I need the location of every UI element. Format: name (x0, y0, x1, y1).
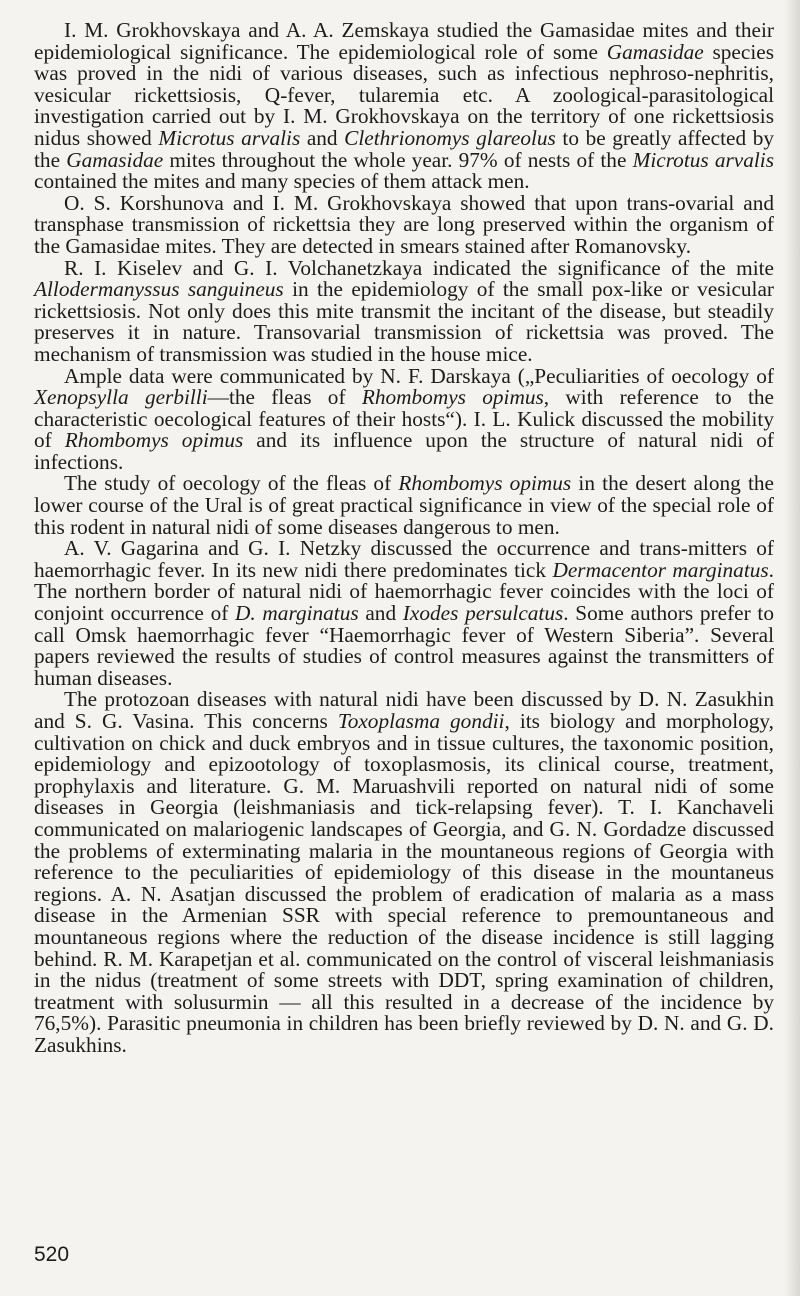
italic-text: Microtus arvalis (632, 147, 775, 172)
text-run: , its biology and morphology, cultivation on chick and duck embryos and in tissue cultures, the taxonomic position, epidemiology and epizootology of toxoplasmosis, its clinical course, treatment, prophylaxis and literature. G. M. Maruashvili reported on natural nidi of some diseases in Georgia (leishmaniasis and tick-relapsing fever). T. I. Kanchaveli communicated on malariogenic landscapes of Georgia, and G. N. Gordadze discussed the problems of exterminating malaria in the mountaneous regions of Georgia with reference to the peculiarities of epidemiology of this disease in the mountaneus regions. A. N. Asatjan discussed the problem of eradication of malaria as a mass disease in the Armenian SSR with special reference to premountaneous and mountaneous regions where the reduction of the disease incidence is still lagging behind. R. M. Karapetjan et al. communicated on the control of visceral leishmaniasis in the nidus (treatment of some streets with DDT, spring examination of children, treatment with solusurmin — all this resulted in a decrease of the incidence by 76,5%). Parasitic pneumonia in children has been briefly reviewed by D. N. and G. D. Zasukhins. (34, 709, 775, 1057)
text-run: species was proved in the nidi of various diseases, such as infectious nephroso-nephritis, vesicular rickettsiosis, Q-fever, tularemia etc. A zoological-parasitological investigation carried out by I. M. Grokhovskaya on the territory of one rickettsiosis nidus showed (34, 39, 774, 150)
text-run: A. V. Gagarina and G. I. Netzky discussed the occurrence and trans-mitters of haemorrhagic fever. In its new nidi there predominates tick (34, 536, 774, 582)
paragraph (34, 363, 774, 474)
italic-text: Xenopsylla gerbilli (34, 385, 208, 410)
text-run: —the fleas of (207, 385, 362, 410)
italic-text: Toxoplasma gondii (337, 709, 505, 733)
text-run: to be greatly affected by the (34, 125, 775, 172)
italic-text: Gamasidae (606, 39, 704, 64)
text-run: I. M. Grokhovskaya and A. A. Zemskaya studied the Gamasidae mites and their epidemiological significance. The epidemiological role of some (34, 18, 774, 64)
text-run: O. S. Korshunova and I. M. Grokhovskaya showed that upon trans-ovarial and transphase transmission of rickettsia they are long preserved within the organism of the Gamasidae mites. They are detected in smears stained after Romanovsky. (34, 190, 774, 258)
italic-text: Allodermanyssus sanguineus (34, 277, 284, 302)
page-number: 520 (34, 1243, 70, 1266)
text-run: . The northern border of natural nidi of haemorrhagic fever coincides with the loci of conjoint occurrence of (34, 557, 774, 626)
italic-text: Rhombomys opimus (361, 385, 544, 410)
italic-text: Gamasidae (66, 147, 164, 172)
body-text (34, 20, 774, 1057)
italic-text: Microtus arvalis (158, 125, 301, 150)
text-run: and its influence upon the structure of natural nidi of infections. (34, 428, 774, 474)
text-run: and (358, 601, 403, 626)
paragraph (34, 20, 774, 193)
paragraph (34, 689, 774, 1056)
italic-text: Rhombomys opimus (398, 471, 572, 496)
italic-text: Dermacentor marginatus (552, 557, 769, 582)
italic-text: Ixodes persulcatus (402, 601, 564, 626)
text-run: mites throughout the whole year. 97% of nests of the (163, 147, 633, 172)
italic-text: Rhombomys opimus (64, 428, 244, 453)
paragraph (34, 190, 774, 258)
text-run: The study of oecology of the fleas of (64, 471, 399, 496)
text-run: R. I. Kiselev and G. I. Volchanetzkaya indicated the significance of the mite (64, 255, 774, 280)
italic-text: Clethrionomys glareolus (344, 125, 556, 150)
text-run: in the epidemiology of the small pox-like or vesicular rickettsiosis. Not only does this mite transmit the incitant of the disease, but steadily preserves it in nature. Transovarial transmission of rickettsia was proved. The mechanism of transmission was studied in the house mice. (34, 277, 775, 366)
paragraph (34, 473, 774, 538)
italic-text: D. marginatus (235, 601, 359, 626)
text-run: . Some authors prefer to call Omsk haemorrhagic fever “Haemorrhagic fever of Western Siberia”. Several papers reviewed the results of studies of control measures against the transmitters of human diseases. (34, 601, 774, 690)
text-run: The protozoan diseases with natural nidi have been discussed by D. N. Zasukhin and S. G. Vasina. This concerns (34, 687, 774, 733)
text-run: contained the mites and many species of them attack men. (34, 169, 530, 194)
text-run: , with reference to the characteristic oecological features of their hosts“). I. L. Kulick discussed the mobility of (34, 385, 774, 453)
text-run: and (300, 125, 345, 150)
paragraph (34, 538, 774, 689)
text-run: Ample data were communicated by N. F. Darskaya („Peculiarities of oecology of (64, 363, 774, 388)
paragraph (34, 255, 775, 366)
page-edge-shadow (784, 0, 800, 1296)
text-run: in the desert along the lower course of the Ural is of great practical significance in view of the special role of this rodent in natural nidi of some diseases dangerous to men. (34, 471, 774, 539)
